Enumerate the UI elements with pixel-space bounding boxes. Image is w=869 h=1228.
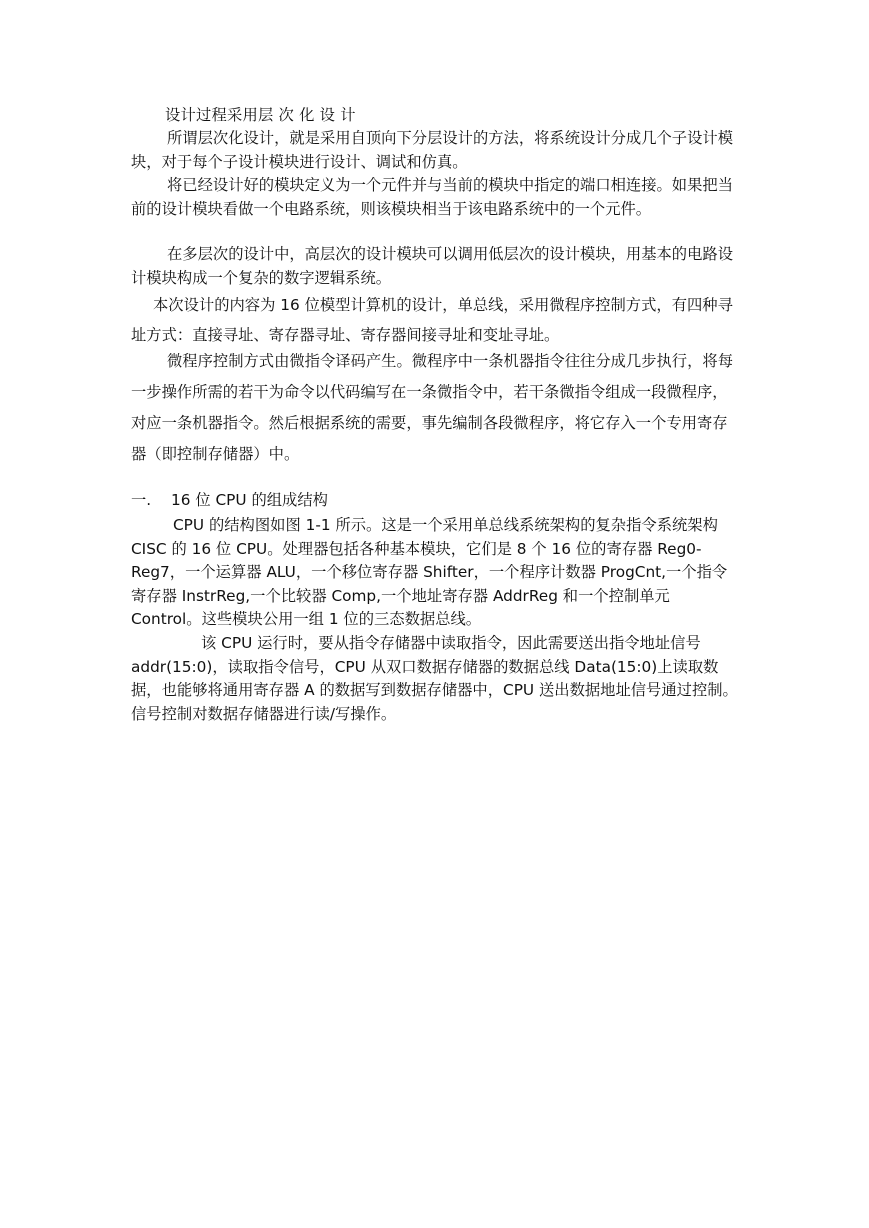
section-title: 16 位 CPU 的组成结构 bbox=[171, 491, 328, 509]
intro-heading: 设计过程采用层 次 化 设 计 bbox=[165, 106, 356, 124]
paragraph-component-definition: 将已经设计好的模块定义为一个元件并与当前的模块中指定的端口相连接。如果把当前的设计模块看做一个电路系统，则该模块相当于该电路系统中的一个元件。 bbox=[131, 176, 733, 218]
paragraph-cpu-structure: CPU 的结构图如图 1-1 所示。这是一个采用单总线系统架构的复杂指令系统架构 CISC 的 16 位 CPU。处理器包括各种基本模块，它们是 8 个 16 位的寄存器 Reg0-Reg7，一个运算器 ALU，一个移位寄存器 Shifter，一个程序计数器 ProgCnt,一个指令寄存器 InstrReg,一个比较器 Comp,一个地址寄存器 AddrReg 和一个控制单元 Control。这些模块公用一组 1 位的三态数据总线。 bbox=[131, 516, 728, 628]
paragraph-hierarchical-design: 所谓层次化设计，就是采用自顶向下分层设计的方法，将系统设计分成几个子设计模块，对于每个子设计模块进行设计、调试和仿真。 bbox=[131, 129, 733, 171]
paragraph-cpu-operation: 该 CPU 运行时，要从指令存储器中读取指令，因此需要送出指令地址信号 addr(15:0)，读取指令信号，CPU 从双口数据存储器的数据总线 Data(15:0)上读取数据，也能够将通用寄存器 A 的数据写到数据存储器中，CPU 送出数据地址信号通过控制。信号控制对数据存储器进行读/写操作。 bbox=[131, 634, 738, 723]
section-heading bbox=[131, 489, 328, 513]
section-number: 一. bbox=[131, 491, 152, 509]
paragraph-microprogram-control: 微程序控制方式由微指令译码产生。微程序中一条机器指令往往分成几步执行，将每一步操作所需的若干为命令以代码编写在一条微指令中，若干条微指令组成一段微程序，对应一条机器指令。然后根据系统的需要，事先编制各段微程序，将它存入一个专用寄存器（即控制存储器）中。 bbox=[131, 352, 733, 463]
paragraph-design-content: 本次设计的内容为 16 位模型计算机的设计，单总线，采用微程序控制方式，有四种寻址方式：直接寻址、寄存器寻址、寄存器间接寻址和变址寻址。 bbox=[131, 296, 733, 344]
paragraph-multilevel-design: 在多层次的设计中，高层次的设计模块可以调用低层次的设计模块，用基本的电路设计模块构成一个复杂的数字逻辑系统。 bbox=[131, 245, 733, 287]
